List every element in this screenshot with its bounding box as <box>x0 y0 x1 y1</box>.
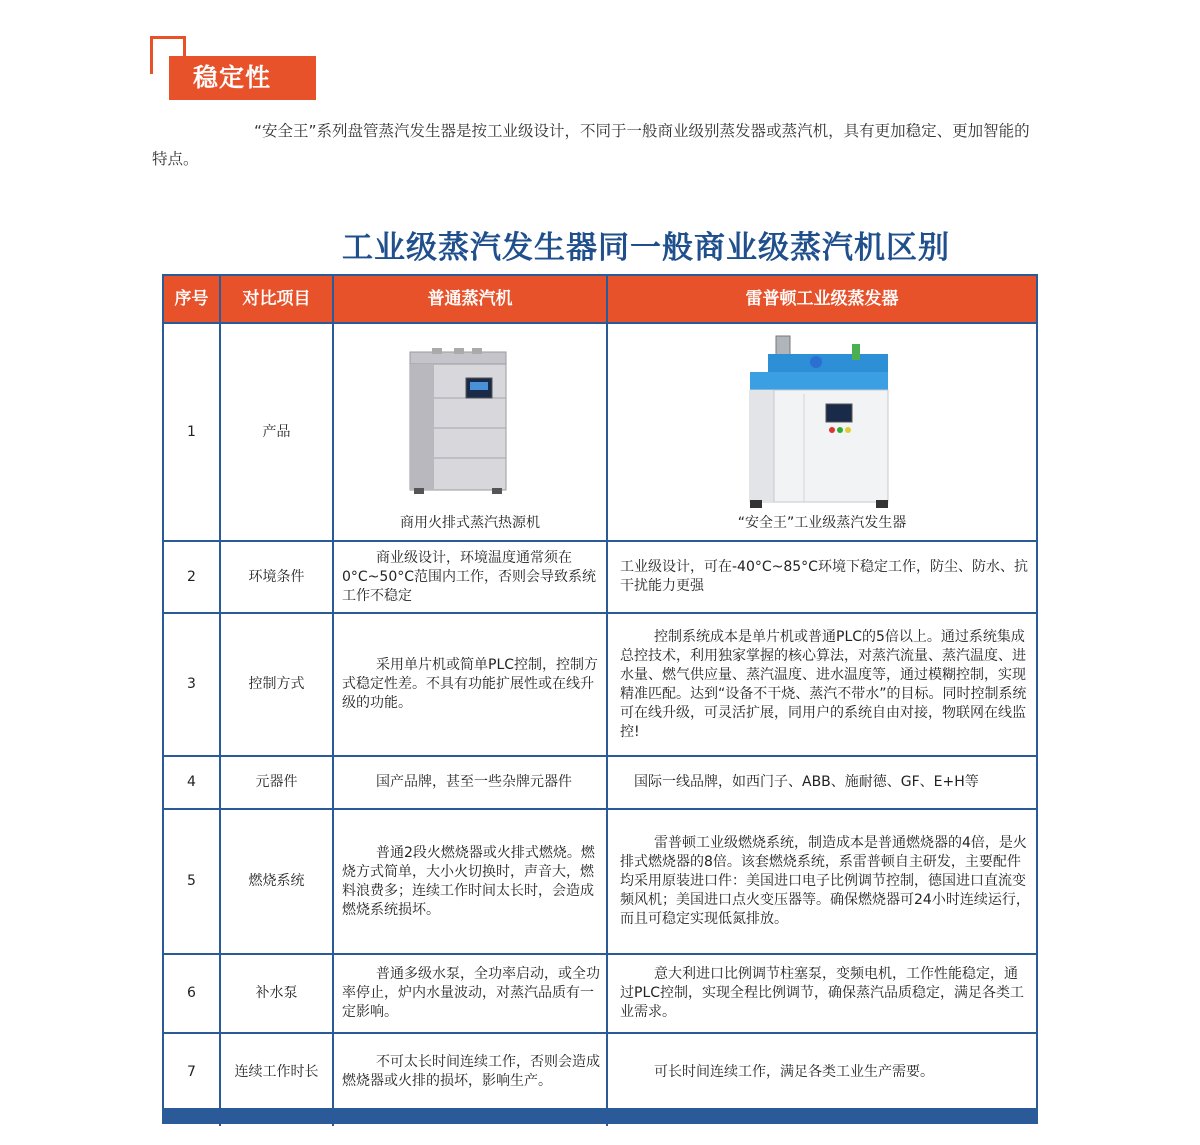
row-7-normal-text: 不可太长时间连续工作，否则会造成燃烧器或火排的损坏，影响生产。 <box>342 1054 600 1089</box>
row-4-normal <box>334 757 606 808</box>
row-3-normal <box>334 614 606 755</box>
commercial-steam-machine-image <box>404 348 514 498</box>
comparison-table <box>162 274 1038 1124</box>
row-5-normal-text: 普通2段火燃烧器或火排式燃烧。燃烧方式简单，大小火切换时，声音大，燃料浪费多；连续工作时间太长时，会造成燃烧系统损坏。 <box>342 844 595 918</box>
row-4-seq: 4 <box>187 774 196 790</box>
row-4-normal-text: 国产品牌，甚至一些杂牌元器件 <box>376 774 572 790</box>
header-normal: 普通蒸汽机 <box>334 276 606 322</box>
row-3-seq: 3 <box>187 676 196 692</box>
header-item: 对比项目 <box>221 276 332 322</box>
row-6-industrial-text: 意大利进口比例调节柱塞泵，变频电机，工作性能稳定，通过PLC控制，实现全程比例调节，确保蒸汽品质稳定，满足各类工业需求。 <box>620 966 1025 1020</box>
row-3-item: 控制方式 <box>248 676 305 692</box>
row-1-normal-caption: 商用火排式蒸汽热源机 <box>400 515 540 531</box>
row-5-item: 燃烧系统 <box>248 873 305 889</box>
row-2-industrial-text: 工业级设计，可在-40°C~85°C环境下稳定工作，防尘、防水、抗干扰能力更强 <box>620 559 1028 594</box>
row-7-normal <box>334 1034 606 1110</box>
row-2-item: 环境条件 <box>248 568 305 585</box>
row-4-industrial-text: 国际一线品牌，如西门子、ABB、施耐德、GF、E+H等 <box>634 774 979 790</box>
row-3-normal-text: 采用单片机或简单PLC控制，控制方式稳定性差。不具有功能扩展性或在线升级的功能。 <box>342 657 599 711</box>
intro-text: “安全王”系列盘管蒸汽发生器是按工业级设计，不同于一般商业级别蒸发器或蒸汽机，具有更加稳定、更加智能的特点。 <box>152 122 1030 168</box>
row-5-industrial-text: 雷普顿工业级燃烧系统，制造成本是普通燃烧器的4倍，是火排式燃烧器的8倍。该套燃烧系统，系雷普顿自主研发，主要配件均采用原装进口件：美国进口电子比例调节控制，德国进口直流变频风机；美国进口点火变压器等。确保燃烧器可24小时连续运行，而且可稳定实现低氮排放。 <box>620 835 1030 927</box>
row-5-seq: 5 <box>187 873 196 889</box>
row-6-item: 补水泵 <box>255 985 298 1001</box>
header-industrial: 雷普顿工业级蒸发器 <box>608 276 1036 322</box>
section-title: 稳定性 <box>169 56 316 100</box>
row-4-industrial <box>608 757 1036 808</box>
row-2-industrial <box>608 542 1036 612</box>
row-4-item: 元器件 <box>255 774 298 790</box>
table-bottom-bar <box>164 1108 1036 1122</box>
row-7-item: 连续工作时长 <box>234 1063 319 1080</box>
row-5-normal <box>334 810 606 953</box>
row-6-seq: 6 <box>187 985 196 1001</box>
table-title: 工业级蒸汽发生器同一般商业级蒸汽机区别 <box>342 230 950 266</box>
row-5-industrial <box>608 810 1036 953</box>
row-6-industrial <box>608 955 1036 1032</box>
row-1-item: 产品 <box>262 423 291 440</box>
row-6-normal <box>334 955 606 1032</box>
header-seq: 序号 <box>164 276 219 322</box>
intro-paragraph <box>152 117 1042 173</box>
row-2-normal <box>334 542 606 612</box>
row-1-seq: 1 <box>187 423 196 440</box>
industrial-steam-generator-image <box>744 332 894 510</box>
row-7-industrial <box>608 1034 1036 1110</box>
row-6-normal-text: 普通多级水泵，全功率启动，或全功率停止，炉内水量波动，对蒸汽品质有一定影响。 <box>342 966 600 1020</box>
row-2-seq: 2 <box>187 568 196 585</box>
row-3-industrial <box>608 614 1036 755</box>
row-3-industrial-text: 控制系统成本是单片机或普通PLC的5倍以上。通过系统集成总控技术，利用独家掌握的核心算法，对蒸汽流量、蒸汽温度、进水量、燃气供应量、蒸汽温度、进水温度等，通过模糊控制，实现精准匹配。达到“设备不干烧、蒸汽不带水”的目标。同时控制系统可在线升级，可灵活扩展，同用户的系统自由对接，物联网在线监控! <box>620 628 1027 740</box>
row-7-industrial-text: 可长时间连续工作，满足各类工业生产需要。 <box>654 1063 934 1080</box>
row-7-seq: 7 <box>187 1063 196 1080</box>
row-2-normal-text: 商业级设计，环境温度通常须在0°C~50°C范围内工作，否则会导致系统工作不稳定 <box>342 549 597 604</box>
row-1-industrial-caption: “安全王”工业级蒸汽发生器 <box>737 515 907 531</box>
